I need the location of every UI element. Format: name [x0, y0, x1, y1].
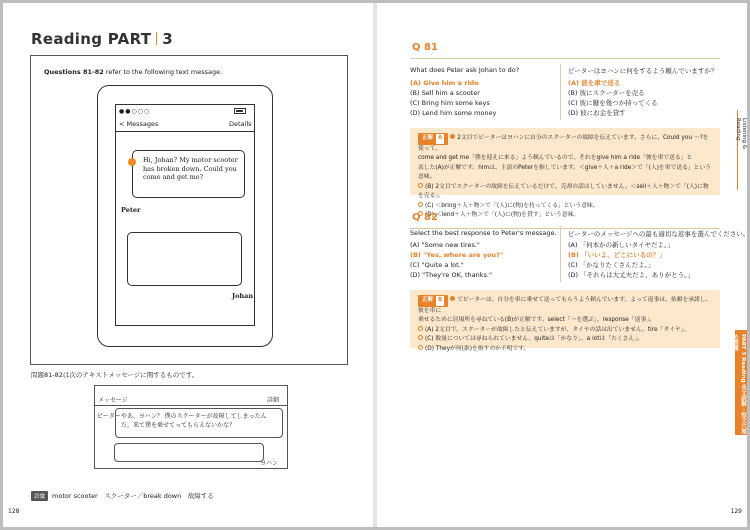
jp-messages-label: メッセージ [98, 397, 128, 404]
part-title-text: Reading PART [31, 30, 152, 48]
side-tab-part3[interactable]: PART 3 Reading 長文読解・短文穴埋め問題 [735, 330, 747, 435]
jp-divider [94, 405, 288, 406]
bullet-icon [450, 134, 455, 139]
q82-answer-letter: B [436, 296, 444, 306]
unread-dot-icon [128, 158, 136, 166]
q82-jp-option-b: (B) 「いいよ、どこにいるの？」 [568, 251, 666, 259]
q82-option-c: (C) "Quite a lot." [410, 261, 464, 269]
bullet-icon [418, 345, 423, 350]
questions-intro-text: refer to the following text message. [103, 68, 223, 76]
q81-jp-option-d: (D) 彼にお金を貸す [568, 109, 626, 117]
reply-bubble-empty [127, 232, 242, 286]
jp-details-label: 詳細 [267, 397, 280, 404]
q82-option-a: (A) "Some new tires." [410, 241, 480, 249]
vocab-text: motor scooter スクーター／break down 故障する [52, 492, 214, 500]
page-number-left: 128 [8, 508, 20, 515]
details-button[interactable]: Details [229, 120, 252, 128]
page-number-right: 129 [730, 508, 742, 515]
q81-question: What does Peter ask Johan to do? [410, 66, 520, 74]
q81-option-d: (D) Lend him some money [410, 109, 497, 117]
q82-jp-option-c: (C) 「かなりたくさんだよ。」 [568, 261, 655, 269]
jp-sender-peter: ピーター [97, 413, 121, 420]
bullet-icon [418, 335, 423, 340]
q81-expl-line-4 [418, 183, 712, 202]
q82-expl-text-5: (D) Theyが何(誰)を指すのか不明です。 [425, 345, 530, 352]
q81-expl-line-2: come and get me「僕を迎えに来る」よう頼んでいるので、それをgive him a ride「彼を車で送る」と [418, 155, 693, 161]
part-number: 3 [162, 30, 174, 48]
questions-intro [44, 68, 222, 76]
q81-expl-line-6 [418, 211, 712, 221]
q82-expl-line-5 [418, 345, 712, 355]
q81-jp-option-b: (B) 彼にスクーターを売る [568, 89, 645, 97]
q81-jp-option-a: (A) 彼を車で送る [568, 79, 621, 87]
q82-expl-line-2: 乗せるために居場所を尋ねている(B)が正解です。select「～を選ぶ」、response「返事」。 [418, 317, 655, 323]
back-button[interactable] [119, 120, 158, 128]
q81-option-c: (C) Bring him some keys [410, 99, 490, 107]
side-tab-listening-reading[interactable]: Listening & Reading [735, 118, 747, 150]
q82-expl-text-1: でピーターは、自分を車に乗せて送ってもらうよう頼んでいます。よって返事は、依頼を承諾し、彼を車に [418, 297, 712, 314]
q82-jp-option-d: (D) 「それらは大丈夫だよ、ありがとう。」 [568, 271, 694, 279]
vocabulary-note [31, 491, 214, 501]
q82-option-d: (D) "They're OK, thanks." [410, 271, 492, 279]
q81-expl-text-1: 2文目でピーターはヨハンに自分のスクーターの故障を伝えています。さらに、Could you ～?を使って、 [418, 135, 709, 152]
q81-jp-question: ピーターはヨハンに何をするよう頼んでいますか？ [568, 67, 718, 75]
q82-expl-text-3: (A) 2文目で、スクーターが故障したと伝えていますが、タイヤの話は出ていません。tire「タイヤ」。 [425, 326, 690, 333]
q82-answer-badge [418, 295, 448, 307]
q81-expl-text-6: (D) ＜lend＋人＋物＞で「(人)に(物)を貸す」という意味。 [425, 212, 580, 218]
bullet-icon [418, 326, 423, 331]
q82-answer-tag: 正解 [422, 297, 434, 303]
q81-jp-option-c: (C) 彼に鍵を幾つか持ってくる [568, 99, 658, 107]
q82-jp-question: ピーターのメッセージへの最も適切な返事を選んでください。 [568, 230, 750, 238]
q81-rule [410, 58, 720, 59]
q82-jp-option-a: (A) 「何本かの新しいタイヤだよ。」 [568, 241, 674, 249]
signal-dots-icon: ●●○○○ [119, 108, 151, 115]
battery-icon [234, 108, 246, 114]
page-title [31, 30, 173, 48]
jp-sender-johan: ヨハン [260, 460, 279, 467]
q82-option-b: (B) "Yes, where are you?" [410, 251, 504, 259]
vocab-tag: 語彙 [31, 491, 48, 501]
bullet-icon [418, 183, 423, 188]
q81-option-a: (A) Give him a ride [410, 79, 479, 87]
q81-answer-badge [418, 133, 448, 145]
back-label: Messages [126, 120, 159, 128]
q81-expl-line-5 [418, 202, 712, 212]
q82-expl-line-1 [418, 295, 712, 316]
questions-range: Questions 81-82 [44, 68, 104, 76]
peter-message-bubble: Hi, Johan? My motor scooter has broken down. Could you come and get me? [132, 150, 245, 198]
q81-heading: Q 81 [412, 42, 438, 53]
jp-intro: 問題81-82は次のテキストメッセージに関するものです。 [31, 371, 199, 379]
jp-reply-bubble [114, 443, 264, 462]
q81-expl-line-3: 表した(A)が正解です。himは、主語のPeterを指しています。＜give＋人＋a ride＞で「(人)を車で送る」という意味。 [418, 164, 712, 180]
q81-expl-text-4: (B) 2文目でスクーターの故障を伝えているだけで、売却の話はしていません。＜sell＋人＋物＞で「(人)に物を売る」。 [418, 183, 709, 199]
chevron-left-icon: < [119, 120, 127, 128]
q82-column-divider [560, 226, 561, 282]
q81-column-divider [560, 64, 561, 120]
nav-divider [115, 131, 255, 132]
q82-question: Select the best response to Peter's message. [410, 229, 557, 237]
q81-option-b: (B) Sell him a scooter [410, 89, 480, 97]
sender-johan: Johan [232, 292, 254, 300]
q82-explanation [410, 290, 720, 352]
q82-expl-line-4 [418, 335, 712, 345]
q81-expl-line-1 [418, 133, 712, 154]
q81-answer-letter: A [436, 134, 444, 144]
jp-message-bubble: やあ、ヨハン？ 僕のスクーターが故障してしまったんだ。来て僕を乗せてってもらえないかな？ [115, 408, 283, 438]
bullet-icon [418, 202, 423, 207]
q82-expl-text-4: (C) 数量については尋ねられていません。quiteは「かなり」、a lotは「たくさん」。 [425, 336, 643, 342]
bullet-icon [450, 296, 455, 301]
q82-expl-line-3 [418, 326, 712, 336]
sender-peter: Peter [121, 206, 141, 214]
title-divider [156, 32, 157, 45]
q81-expl-text-5: (C) ＜bring＋人＋物＞で「(人)に(物)を持ってくる」という意味。 [425, 202, 599, 209]
q82-heading: Q 82 [412, 212, 438, 223]
q81-answer-tag: 正解 [422, 135, 434, 141]
